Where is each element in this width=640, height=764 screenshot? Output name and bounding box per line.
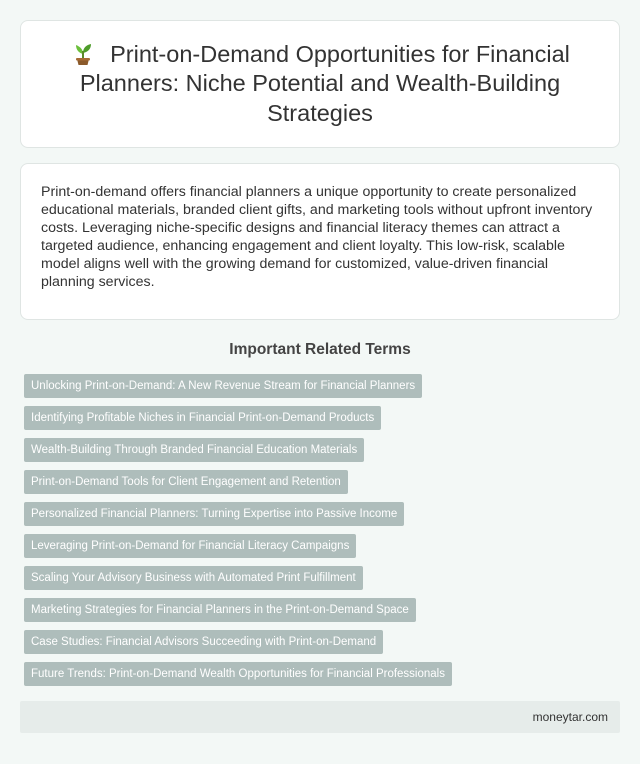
- intro-card: [20, 163, 620, 320]
- term-item: [24, 502, 624, 534]
- term-tag[interactable]: Print-on-Demand Tools for Client Engagement and Retention: [24, 470, 348, 494]
- related-terms-list: [24, 374, 624, 694]
- term-item: [24, 534, 624, 566]
- term-item: [24, 470, 624, 502]
- sprout-icon: [70, 40, 96, 66]
- intro-paragraph: Print-on-demand offers financial planners a unique opportunity to create personalized educational materials, branded client gifts, and marketing tools without upfront inventory costs. Leveraging niche-specific designs and financial literacy themes can attract a targeted audience, enhancing engagement and client loyalty. This low-risk, scalable model aligns well with the growing demand for customized, value-driven financial planning services.: [41, 184, 593, 290]
- term-item: [24, 438, 624, 470]
- page-title: [45, 40, 595, 129]
- term-tag[interactable]: Future Trends: Print-on-Demand Wealth Opportunities for Financial Professionals: [24, 662, 452, 686]
- related-terms-heading: Important Related Terms: [229, 341, 411, 358]
- term-tag[interactable]: Personalized Financial Planners: Turning Expertise into Passive Income: [24, 502, 404, 526]
- term-tag[interactable]: Leveraging Print-on-Demand for Financial Literacy Campaigns: [24, 534, 356, 558]
- term-item: [24, 566, 624, 598]
- term-item: [24, 630, 624, 662]
- term-tag[interactable]: Scaling Your Advisory Business with Automated Print Fulfillment: [24, 566, 363, 590]
- page-title-text: Print-on-Demand Opportunities for Financial Planners: Niche Potential and Wealth-Building Strategies: [79, 40, 570, 126]
- term-item: [24, 406, 624, 438]
- term-item: [24, 374, 624, 406]
- title-card: [20, 20, 620, 148]
- footer-site-link[interactable]: moneytar.com: [532, 710, 608, 724]
- term-tag[interactable]: Identifying Profitable Niches in Financial Print-on-Demand Products: [24, 406, 381, 430]
- term-tag[interactable]: Wealth-Building Through Branded Financial Education Materials: [24, 438, 364, 462]
- term-tag[interactable]: Case Studies: Financial Advisors Succeeding with Print-on-Demand: [24, 630, 383, 654]
- term-item: [24, 662, 624, 694]
- term-tag[interactable]: Marketing Strategies for Financial Planners in the Print-on-Demand Space: [24, 598, 416, 622]
- term-item: [24, 598, 624, 630]
- term-tag[interactable]: Unlocking Print-on-Demand: A New Revenue Stream for Financial Planners: [24, 374, 422, 398]
- footer: [20, 701, 620, 733]
